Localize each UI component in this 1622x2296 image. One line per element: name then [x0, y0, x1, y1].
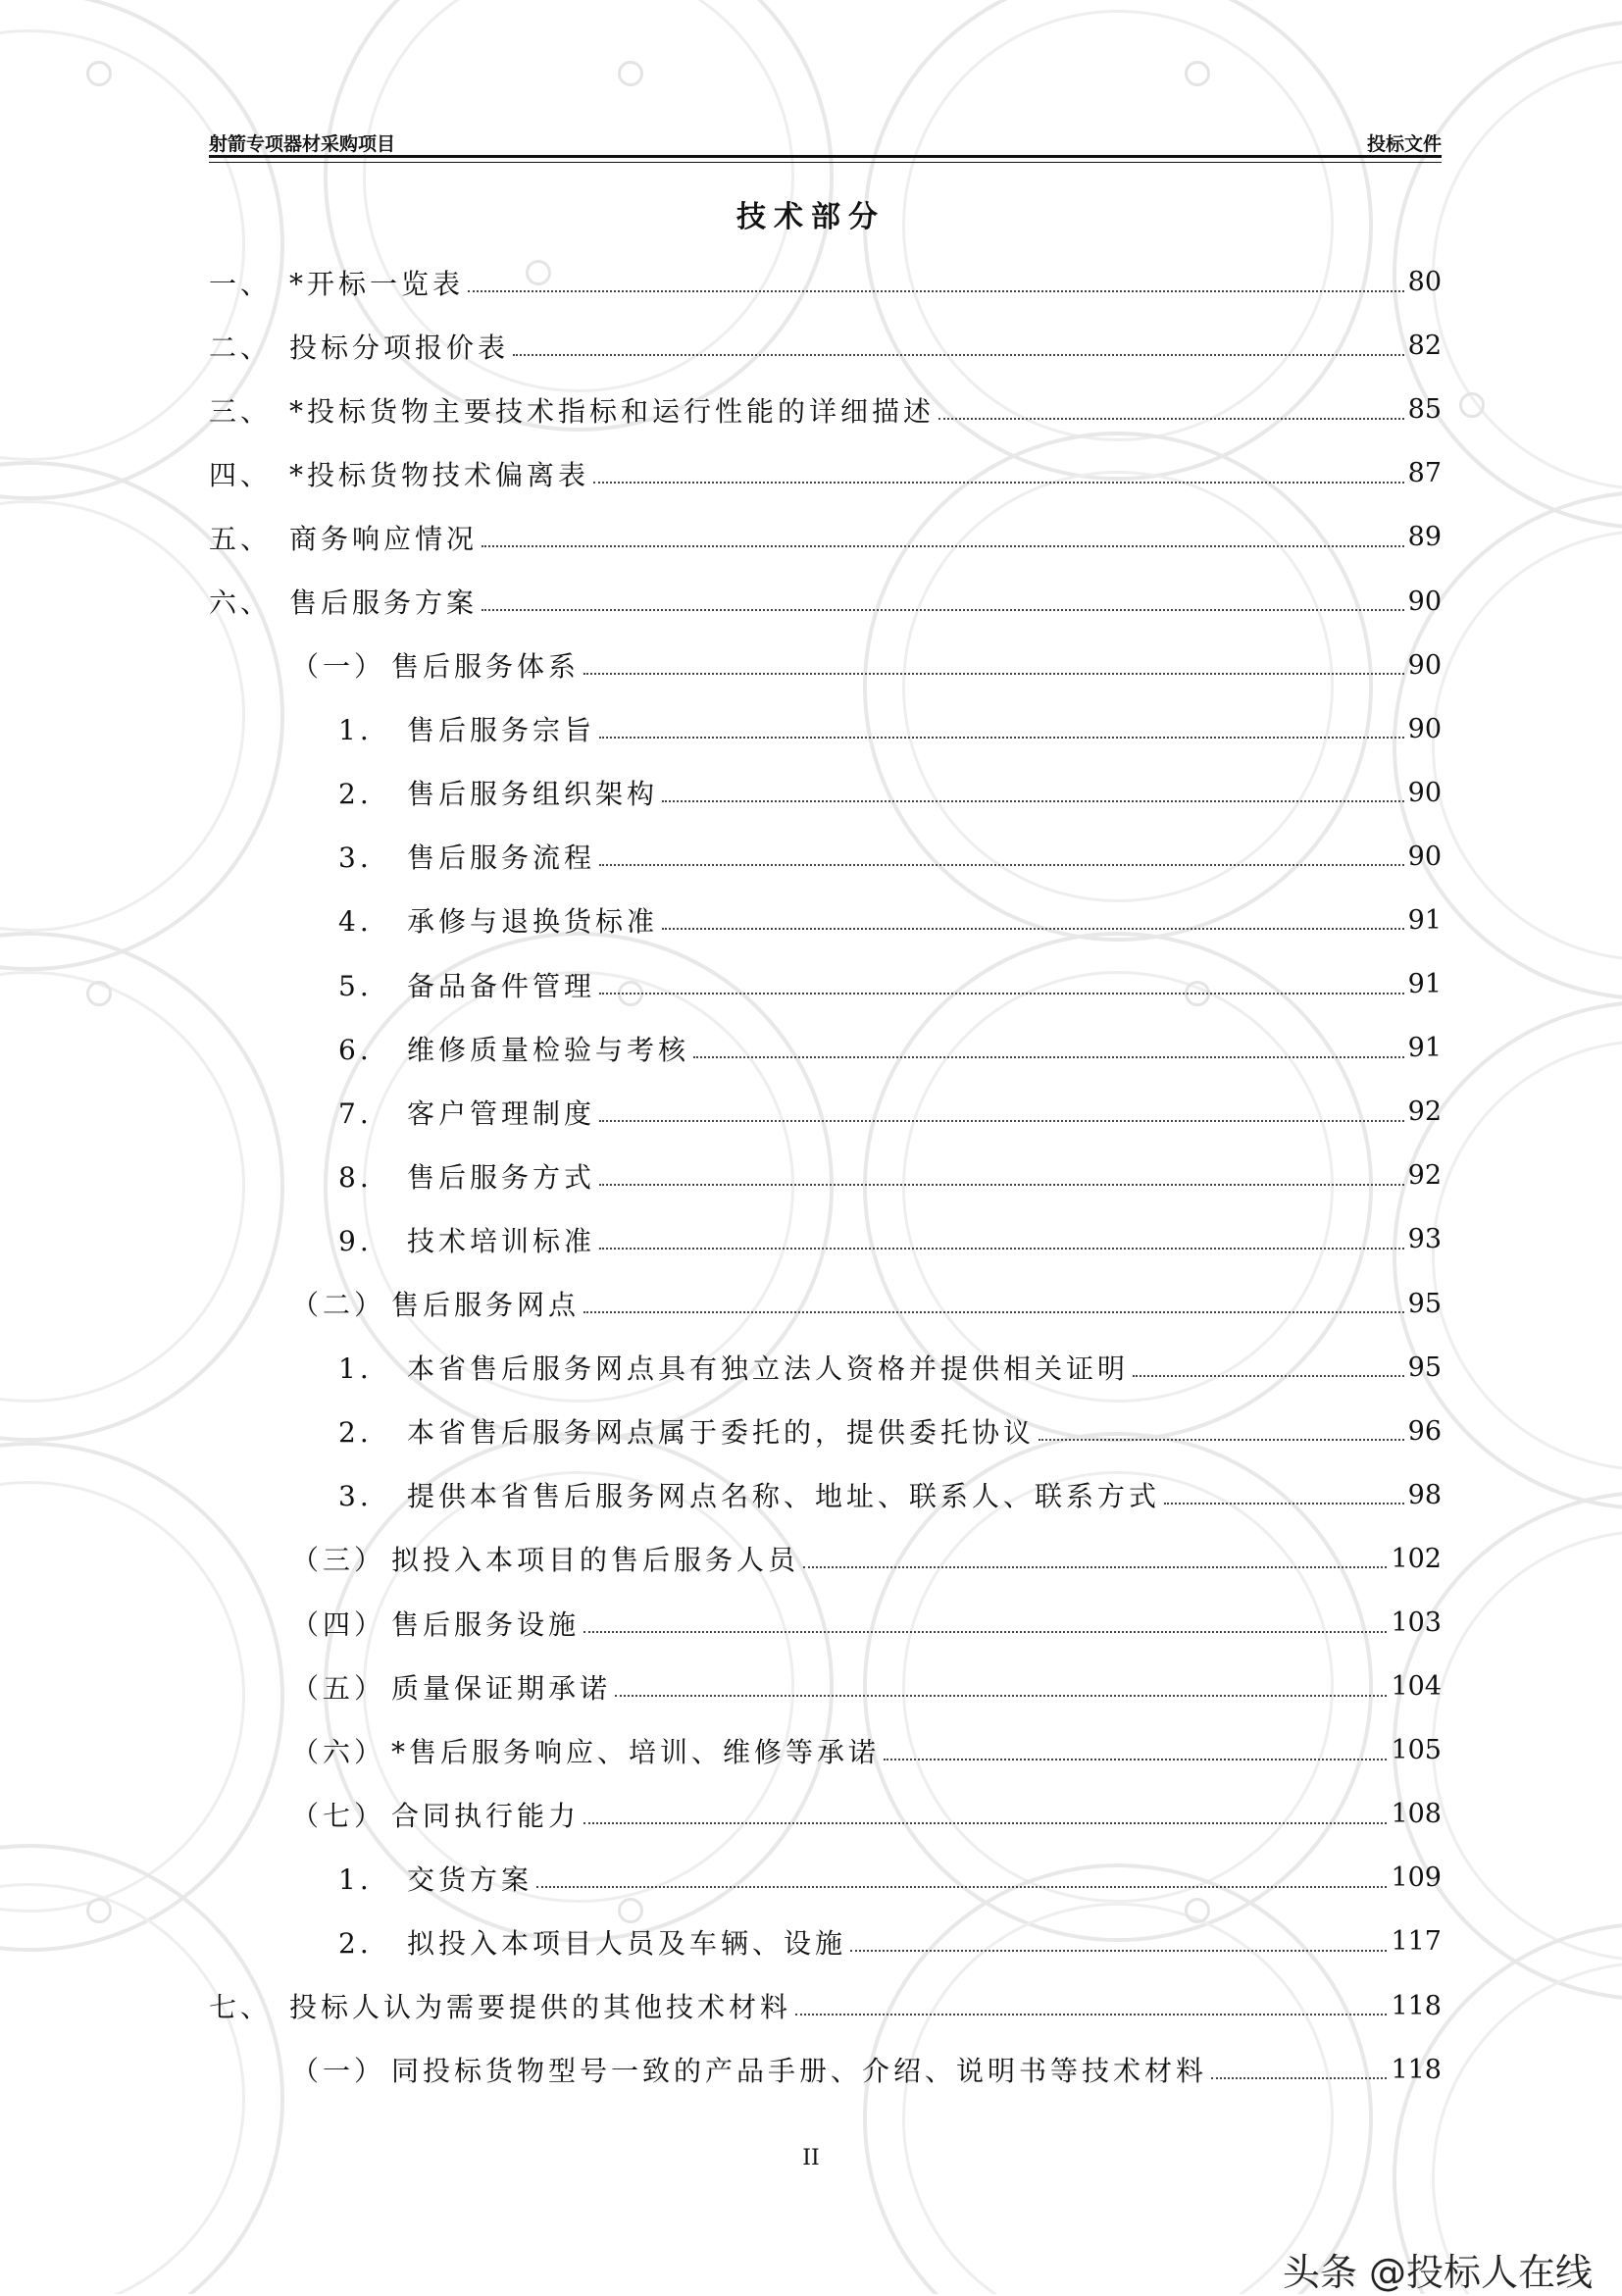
toc-entry-number: 2.: [338, 778, 373, 811]
toc-entry-page: 89: [1407, 522, 1442, 553]
header-project-name: 射箭专项器材采购项目: [209, 133, 396, 155]
toc-entry-number: 1.: [338, 714, 373, 747]
toc-dot-leader: [583, 1822, 1387, 1824]
toc-entry-page: 90: [1407, 841, 1442, 872]
toc-dot-leader: [599, 864, 1404, 866]
toc-entry-label: [291, 2050, 1207, 2089]
toc-entry-label: [338, 1156, 595, 1196]
toc-entry-label: [338, 837, 595, 876]
toc-entry[interactable]: [209, 1718, 1442, 1782]
toc-entry-label: [338, 773, 658, 812]
toc-dot-leader: [1039, 1439, 1404, 1441]
toc-entry-page: 82: [1407, 331, 1442, 362]
toc-entry-number: （四）: [291, 1607, 386, 1641]
toc-entry-number: 7.: [338, 1097, 373, 1130]
toc-entry-text: 售后服务流程: [407, 842, 596, 875]
toc-entry[interactable]: [209, 952, 1442, 1016]
toc-entry[interactable]: [209, 250, 1442, 314]
toc-entry-text: 售后服务方案: [289, 587, 479, 620]
toc-entry-page: 95: [1407, 1352, 1442, 1383]
watermark-dot: [1459, 392, 1485, 418]
toc-entry-label: [291, 645, 580, 685]
toc-entry-number: 6.: [338, 1033, 373, 1066]
toc-entry-page: 91: [1407, 969, 1442, 1000]
table-of-contents: [209, 250, 1442, 2102]
toc-entry[interactable]: [209, 889, 1442, 952]
toc-entry-number: 一、: [209, 267, 273, 300]
toc-entry-number: （六）: [291, 1735, 386, 1768]
toc-entry-page: 85: [1407, 394, 1442, 426]
toc-entry-label: [291, 1284, 580, 1323]
toc-entry[interactable]: [209, 1144, 1442, 1207]
toc-entry-page: 96: [1407, 1415, 1442, 1447]
toc-entry-page: 108: [1391, 1799, 1442, 1830]
toc-dot-leader: [513, 354, 1404, 356]
toc-dot-leader: [1133, 1375, 1404, 1377]
toc-entry-number: 3.: [338, 1480, 373, 1513]
toc-dot-leader: [1164, 1503, 1404, 1505]
toc-entry-page: 117: [1391, 1926, 1442, 1958]
toc-entry-text: 本省售后服务网点具有独立法人资格并提供相关证明: [407, 1352, 1130, 1386]
toc-entry-page: 91: [1407, 1033, 1442, 1064]
source-credit: 头条 @投标人在线: [1282, 2251, 1593, 2294]
toc-entry-page: 118: [1391, 1990, 1442, 2021]
toc-entry-number: （五）: [291, 1671, 386, 1705]
toc-dot-leader: [938, 418, 1404, 420]
toc-entry-text: 投标分项报价表: [289, 331, 510, 364]
toc-entry[interactable]: [209, 378, 1442, 441]
toc-entry-label: [338, 709, 595, 748]
toc-entry-page: 90: [1407, 649, 1442, 681]
section-title: 技术部分: [736, 200, 886, 234]
toc-dot-leader: [662, 800, 1404, 802]
toc-entry-page: 90: [1407, 777, 1442, 808]
toc-entry-text: 提供本省售后服务网点名称、地址、联系人、联系方式: [407, 1480, 1161, 1513]
toc-entry-page: 105: [1391, 1735, 1442, 1766]
toc-entry-number: 5.: [338, 969, 373, 1002]
toc-dot-leader: [599, 1184, 1404, 1186]
toc-entry-page: 91: [1407, 904, 1442, 936]
toc-entry-page: 98: [1407, 1479, 1442, 1510]
toc-entry[interactable]: [209, 634, 1442, 697]
toc-dot-leader: [593, 482, 1404, 484]
toc-entry-number: （二）: [291, 1289, 386, 1322]
toc-dot-leader: [850, 1950, 1387, 1952]
toc-entry-label: [209, 327, 509, 366]
toc-entry-number: 1.: [338, 1352, 373, 1386]
toc-entry[interactable]: [209, 1782, 1442, 1846]
toc-entry-label: [291, 1795, 580, 1834]
toc-entry-label: [209, 582, 478, 621]
toc-entry-label: [209, 518, 478, 557]
toc-dot-leader: [615, 1695, 1387, 1697]
toc-entry[interactable]: [209, 1974, 1442, 2038]
toc-dot-leader: [795, 2014, 1387, 2015]
toc-entry-label: [338, 1411, 1035, 1451]
toc-entry-text: 交货方案: [407, 1862, 533, 1896]
header-rule-thin: [209, 162, 1442, 163]
toc-entry-number: （七）: [291, 1799, 386, 1832]
toc-entry-text: 售后服务组织架构: [407, 778, 659, 811]
toc-entry-page: 109: [1391, 1862, 1442, 1894]
toc-entry-number: 2.: [338, 1416, 373, 1450]
toc-entry[interactable]: [209, 761, 1442, 825]
toc-entry-text: 客户管理制度: [407, 1097, 596, 1130]
watermark-dot: [1185, 61, 1210, 86]
toc-entry[interactable]: [209, 1527, 1442, 1591]
toc-dot-leader: [468, 290, 1404, 292]
toc-entry-text: 承修与退换货标准: [407, 905, 659, 939]
toc-entry-page: 87: [1407, 458, 1442, 489]
toc-entry-number: 1.: [338, 1862, 373, 1896]
toc-entry-text: 售后服务体系: [391, 650, 581, 684]
toc-dot-leader: [583, 1311, 1404, 1313]
toc-entry[interactable]: [209, 314, 1442, 378]
toc-entry[interactable]: [209, 2038, 1442, 2102]
toc-entry[interactable]: [209, 1910, 1442, 1973]
toc-entry-text: 售后服务宗旨: [407, 714, 596, 747]
toc-entry[interactable]: [209, 1207, 1442, 1271]
watermark-dot: [86, 981, 112, 1006]
toc-entry-label: [209, 390, 935, 430]
toc-entry-page: 90: [1407, 586, 1442, 617]
toc-entry-page: 92: [1407, 1160, 1442, 1192]
toc-entry-text: *投标货物主要技术指标和运行性能的详细描述: [289, 394, 936, 428]
toc-entry-text: 拟投入本项目人员及车辆、设施: [407, 1926, 847, 1960]
toc-entry-number: 3.: [338, 842, 373, 875]
toc-entry-label: [338, 1859, 532, 1898]
toc-entry-text: 售后服务方式: [407, 1160, 596, 1194]
toc-entry-text: 备品备件管理: [407, 969, 596, 1002]
toc-entry[interactable]: [209, 1591, 1442, 1655]
toc-entry-text: 维修质量检验与考核: [407, 1033, 690, 1066]
toc-entry-label: [291, 1667, 611, 1707]
toc-entry-text: 本省售后服务网点属于委托的，提供委托协议: [407, 1416, 1036, 1450]
toc-entry-label: [291, 1539, 799, 1578]
header-doc-type: 投标文件: [1366, 133, 1442, 155]
toc-entry[interactable]: [209, 505, 1442, 569]
toc-entry-page: 90: [1407, 713, 1442, 744]
toc-entry-number: （一）: [291, 650, 386, 684]
toc-entry-page: 118: [1391, 2054, 1442, 2085]
toc-entry-number: 2.: [338, 1926, 373, 1960]
toc-dot-leader: [583, 673, 1404, 675]
toc-entry[interactable]: [209, 1463, 1442, 1527]
toc-entry-number: 二、: [209, 331, 273, 364]
toc-entry[interactable]: [209, 1846, 1442, 1910]
toc-entry-number: 4.: [338, 905, 373, 939]
toc-entry-text: 售后服务网点: [391, 1289, 581, 1322]
toc-entry-page: 104: [1391, 1671, 1442, 1703]
toc-entry-label: [338, 900, 658, 940]
toc-entry-label: [291, 1604, 580, 1643]
toc-dot-leader: [884, 1759, 1387, 1760]
toc-entry-label: [209, 263, 464, 302]
toc-entry-number: 8.: [338, 1160, 373, 1194]
toc-entry-label: [338, 1220, 595, 1259]
toc-entry-label: [338, 1029, 689, 1068]
toc-dot-leader: [482, 609, 1404, 611]
toc-entry-number: 六、: [209, 587, 273, 620]
toc-entry[interactable]: [209, 1272, 1442, 1336]
toc-entry[interactable]: [209, 1336, 1442, 1400]
toc-entry-number: （三）: [291, 1544, 386, 1577]
toc-entry-label: [338, 1348, 1129, 1387]
toc-entry[interactable]: [209, 441, 1442, 505]
toc-entry-number: 9.: [338, 1224, 373, 1257]
toc-entry-number: （一）: [291, 2055, 386, 2088]
header-rule-thick: [209, 155, 1442, 158]
toc-entry[interactable]: [209, 1655, 1442, 1718]
toc-dot-leader: [599, 1248, 1404, 1250]
toc-dot-leader: [583, 1631, 1387, 1633]
watermark-dot: [86, 61, 112, 86]
watermark-dot: [618, 61, 643, 86]
toc-entry-label: [338, 1475, 1160, 1514]
toc-entry-page: 80: [1407, 267, 1442, 298]
toc-entry-text: 商务响应情况: [289, 522, 479, 555]
toc-dot-leader: [1211, 2077, 1387, 2079]
toc-entry[interactable]: [209, 1080, 1442, 1144]
toc-entry-page: 95: [1407, 1288, 1442, 1319]
toc-dot-leader: [599, 1120, 1404, 1122]
toc-entry-text: *投标货物技术偏离表: [289, 458, 590, 491]
toc-entry-page: 103: [1391, 1607, 1442, 1639]
toc-entry-number: 三、: [209, 394, 273, 428]
toc-entry-text: 售后服务设施: [391, 1607, 581, 1641]
toc-dot-leader: [536, 1886, 1387, 1888]
toc-entry-text: *开标一览表: [289, 267, 465, 300]
toc-entry-label: [291, 1731, 880, 1770]
toc-entry-number: 四、: [209, 458, 273, 491]
toc-entry-label: [338, 965, 595, 1004]
toc-entry-text: 同投标货物型号一致的产品手册、介绍、说明书等技术材料: [391, 2055, 1208, 2088]
toc-entry[interactable]: [209, 697, 1442, 761]
toc-entry[interactable]: [209, 569, 1442, 633]
toc-entry[interactable]: [209, 1400, 1442, 1463]
toc-dot-leader: [482, 545, 1404, 547]
toc-dot-leader: [693, 1056, 1404, 1058]
toc-entry-text: 质量保证期承诺: [391, 1671, 612, 1705]
toc-entry-text: 合同执行能力: [391, 1799, 581, 1832]
watermark-dot: [86, 1898, 112, 1923]
toc-entry-label: [338, 1093, 595, 1132]
toc-entry[interactable]: [209, 1016, 1442, 1080]
page-number: II: [802, 2146, 820, 2170]
toc-dot-leader: [599, 993, 1404, 995]
toc-entry-page: 92: [1407, 1097, 1442, 1128]
toc-entry-number: 五、: [209, 522, 273, 555]
toc-entry-text: 投标人认为需要提供的其他技术材料: [289, 1991, 792, 2024]
toc-entry-number: 七、: [209, 1991, 273, 2024]
toc-entry-text: *售后服务响应、培训、维修等承诺: [391, 1735, 881, 1768]
toc-entry-text: 拟投入本项目的售后服务人员: [391, 1544, 800, 1577]
toc-entry-page: 102: [1391, 1543, 1442, 1574]
toc-entry-label: [209, 454, 589, 493]
toc-entry[interactable]: [209, 825, 1442, 889]
toc-entry-label: [209, 1986, 791, 2025]
toc-dot-leader: [803, 1566, 1387, 1568]
toc-entry-label: [338, 1922, 846, 1962]
toc-dot-leader: [599, 737, 1404, 739]
toc-dot-leader: [662, 928, 1404, 930]
toc-entry-text: 技术培训标准: [407, 1224, 596, 1257]
toc-entry-page: 93: [1407, 1224, 1442, 1255]
